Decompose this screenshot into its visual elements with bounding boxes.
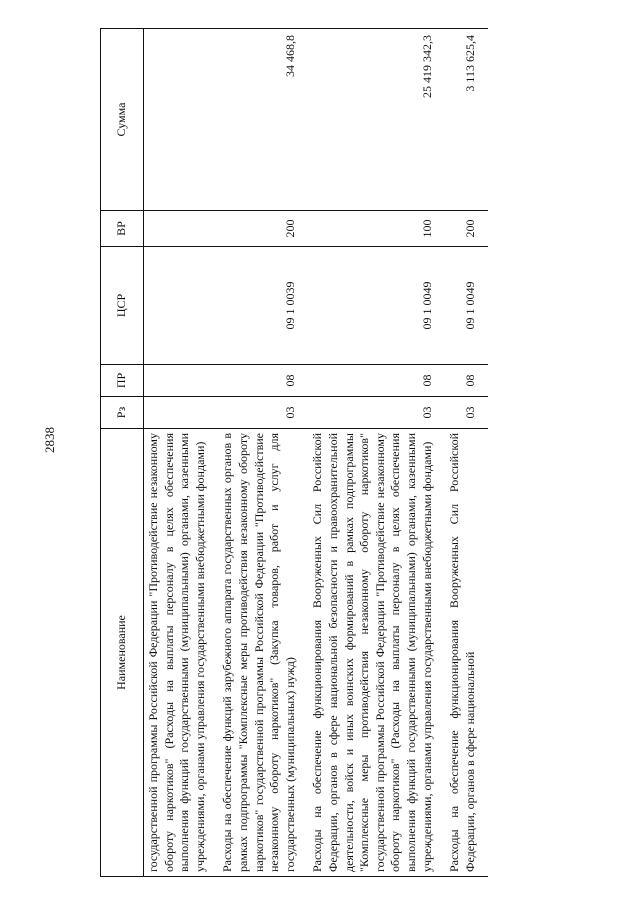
row-name: государственной программы Российской Федерации "Противодействие незаконному обороту наркотиков" (Расходы на выплаты персоналу в целях обеспечения выполнения функций государственными (муниципальными) органами, казенными учреждениями, органами управления государственными внебюджетными фондами) (144, 429, 219, 877)
budget-table (100, 28, 488, 877)
budget-table-sheet (100, 29, 640, 877)
row-vr (144, 211, 219, 247)
table-row (144, 29, 219, 877)
column-header-sum: Сумма (101, 29, 144, 211)
row-sum: 34 468,8 (218, 29, 308, 211)
table-header-row (101, 29, 144, 877)
row-csr: 09 1 0039 (218, 247, 308, 365)
table-row (445, 29, 488, 877)
row-csr: 09 1 0049 (308, 247, 445, 365)
column-header-pr: ПР (101, 365, 144, 397)
row-rz: 03 (308, 397, 445, 429)
row-vr: 200 (218, 211, 308, 247)
row-sum (144, 29, 219, 211)
column-header-name: Наименование (101, 429, 144, 877)
row-csr: 09 1 0049 (445, 247, 488, 365)
table-row (308, 29, 445, 877)
row-sum: 25 419 342,3 (308, 29, 445, 211)
table-row (218, 29, 308, 877)
row-pr (144, 365, 219, 397)
row-csr (144, 247, 219, 365)
row-pr: 08 (445, 365, 488, 397)
row-name: Расходы на обеспечение функционирования Вооруженных Сил Российской Федерации, органов в сфере национальной безопасности и правоохранительной деятельности, войск и иных воинских формирований в рамках подпрограммы "Комплексные меры противодействия незаконному обороту наркотиков" государственной программы Российской Федерации "Противодействие незаконному обороту наркотиков" (Расходы на выплаты персоналу в целях обеспечения выполнения функций государственными (муниципальными) органами, казенными учреждениями, органами управления государственными внебюджетными фондами) (308, 429, 445, 877)
row-name: Расходы на обеспечение функционирования Вооруженных Сил Российской Федерации, органов в сфере национальной (445, 429, 488, 877)
row-vr: 100 (308, 211, 445, 247)
row-rz: 03 (445, 397, 488, 429)
row-rz: 03 (218, 397, 308, 429)
row-pr: 08 (218, 365, 308, 397)
row-name: Расходы на обеспечение функций зарубежного аппарата государственных органов в рамках подпрограммы "Комплексные меры противодействия незаконному обороту наркотиков" государственной программы Российской Федерации "Противодействие незаконному обороту наркотиков" (Закупка товаров, работ и услуг для государственных (муниципальных) нужд) (218, 429, 308, 877)
column-header-rz: Рз (101, 397, 144, 429)
column-header-csr: ЦСР (101, 247, 144, 365)
column-header-vr: ВР (101, 211, 144, 247)
row-sum: 3 113 625,4 (445, 29, 488, 211)
row-pr: 08 (308, 365, 445, 397)
row-vr: 200 (445, 211, 488, 247)
page-number: 2838 (42, 427, 57, 453)
row-rz (144, 397, 219, 429)
